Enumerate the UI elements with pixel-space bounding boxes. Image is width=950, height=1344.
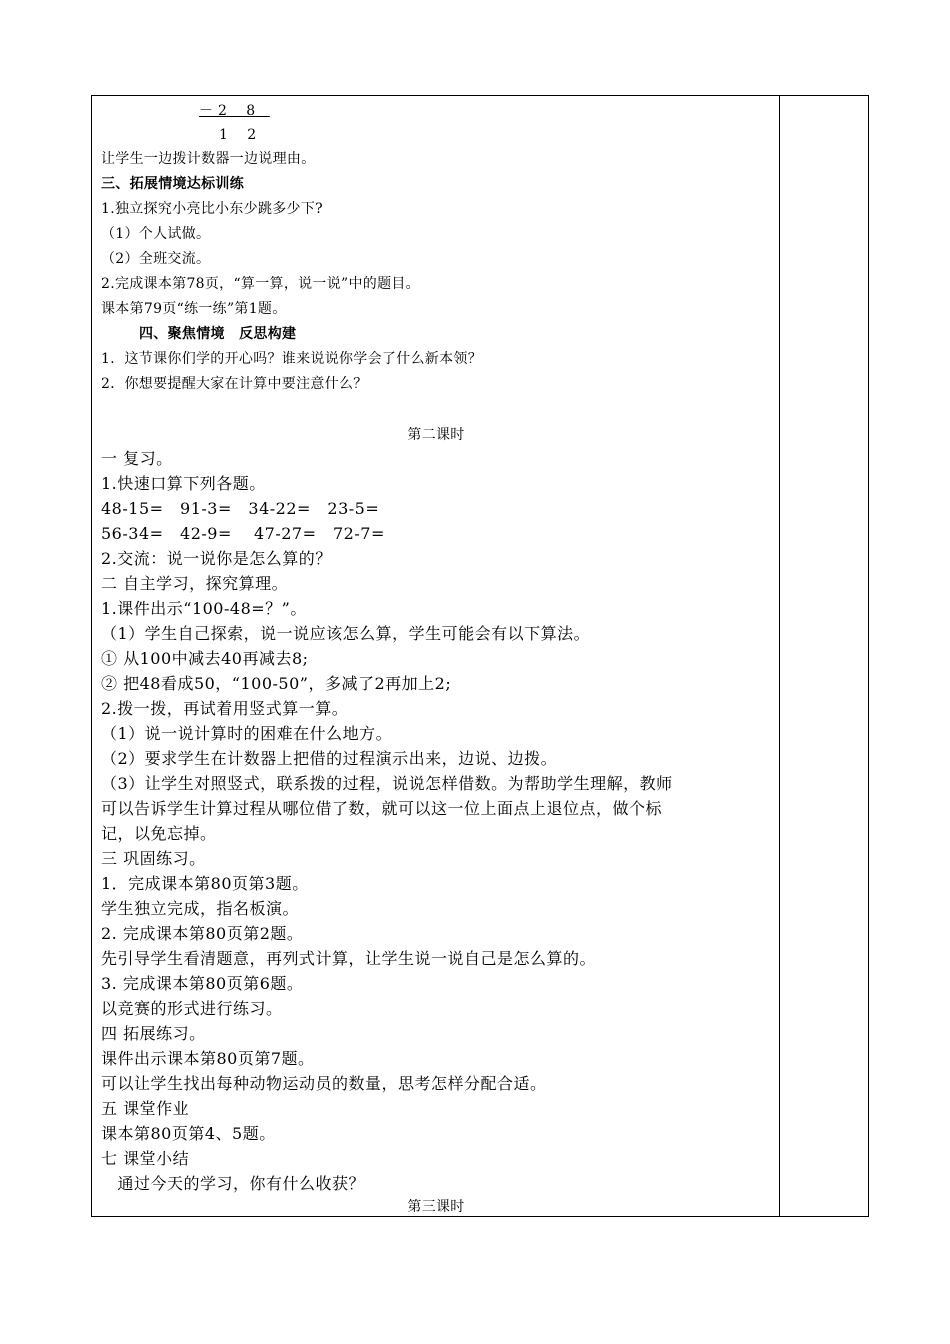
section3-title: 三、拓展情境达标训练 bbox=[101, 176, 244, 192]
review-title: 一 复习。 bbox=[101, 449, 173, 468]
sec3-item1: 1.独立探究小亮比小东少跳多少下? bbox=[101, 201, 323, 217]
lesson2-heading: 第二课时 bbox=[407, 427, 465, 443]
review-item2: 2.交流：说一说你是怎么算的？ bbox=[101, 549, 332, 568]
table-column-divider bbox=[779, 95, 780, 1217]
calc-row1: 48-15= 91-3= 34-22= 23-5= bbox=[101, 499, 380, 518]
practice-1-note: 学生独立完成，指名板演。 bbox=[101, 899, 300, 918]
explore-item2: 2.拨一拨，再试着用竖式算一算。 bbox=[101, 699, 349, 718]
calc-minus-line: － 2 8 bbox=[199, 103, 270, 119]
explore-title: 二 自主学习，探究算理。 bbox=[101, 574, 289, 593]
calc-row2: 56-34= 42-9= 47-27= 72-7= bbox=[101, 524, 385, 543]
explore-item2-b: （2）要求学生在计数器上把借的过程演示出来，边说、边拨。 bbox=[101, 749, 558, 768]
method-1: ① 从100中减去40再减去8; bbox=[101, 649, 309, 668]
lesson3-heading: 第三课时 bbox=[407, 1199, 465, 1215]
extend-title: 四 拓展练习。 bbox=[101, 1024, 206, 1043]
extend-note: 可以让学生找出每种动物运动员的数量，思考怎样分配合适。 bbox=[101, 1074, 547, 1093]
explore-item2-a: （1）说一说计算时的困难在什么地方。 bbox=[101, 724, 393, 743]
section4-title: 四、聚焦情境 反思构建 bbox=[139, 326, 297, 342]
sec3-item3: 课本第79页“练一练”第1题。 bbox=[101, 301, 287, 317]
calc-result-line: 1 2 bbox=[219, 127, 257, 143]
sec3-item2: 2.完成课本第78页，“算一算，说一说”中的题目。 bbox=[101, 276, 420, 292]
homework-item: 课本第80页第4、5题。 bbox=[101, 1124, 276, 1143]
explore-item2-c-line3: 记，以免忘掉。 bbox=[101, 824, 217, 843]
practice-3: 3. 完成课本第80页第6题。 bbox=[101, 974, 304, 993]
summary-item: 通过今天的学习，你有什么收获？ bbox=[101, 1174, 366, 1193]
explore-item2-c-line1: （3）让学生对照竖式，联系拨的过程，说说怎样借数。为帮助学生理解，教师 bbox=[101, 774, 673, 793]
practice-3-note: 以竞赛的形式进行练习。 bbox=[101, 999, 283, 1018]
method-2: ② 把48看成50，“100-50”，多减了2再加上2; bbox=[101, 674, 452, 693]
sec3-item1-b: （2）全班交流。 bbox=[101, 251, 211, 267]
sec3-item1-a: （1）个人试做。 bbox=[101, 226, 211, 242]
summary-title: 七 课堂小结 bbox=[101, 1149, 190, 1168]
extend-item: 课件出示课本第80页第7题。 bbox=[101, 1049, 315, 1068]
explore-item1-a: （1）学生自己探索，说一说应该怎么算，学生可能会有以下算法。 bbox=[101, 624, 591, 643]
homework-title: 五 课堂作业 bbox=[101, 1099, 190, 1118]
reflection-q1: 1．这节课你们学的开心吗？谁来说说你学会了什么新本领？ bbox=[101, 351, 483, 367]
practice-2: 2. 完成课本第80页第2题。 bbox=[101, 924, 304, 943]
review-item1: 1.快速口算下列各题。 bbox=[101, 474, 266, 493]
practice-1: 1．完成课本第80页第3题。 bbox=[101, 874, 309, 893]
explore-item2-c-line2: 可以告诉学生计算过程从哪位借了数，就可以这一位上面点上退位点，做个标 bbox=[101, 799, 663, 818]
practice-title: 三 巩固练习。 bbox=[101, 849, 206, 868]
explore-item1: 1.课件出示“100-48=？”。 bbox=[101, 599, 307, 618]
reflection-q2: 2．你想要提醒大家在计算中要注意什么？ bbox=[101, 376, 368, 392]
count-hint: 让学生一边拨计数器一边说理由。 bbox=[101, 151, 316, 167]
practice-2-note: 先引导学生看清题意，再列式计算，让学生说一说自己是怎么算的。 bbox=[101, 949, 597, 968]
